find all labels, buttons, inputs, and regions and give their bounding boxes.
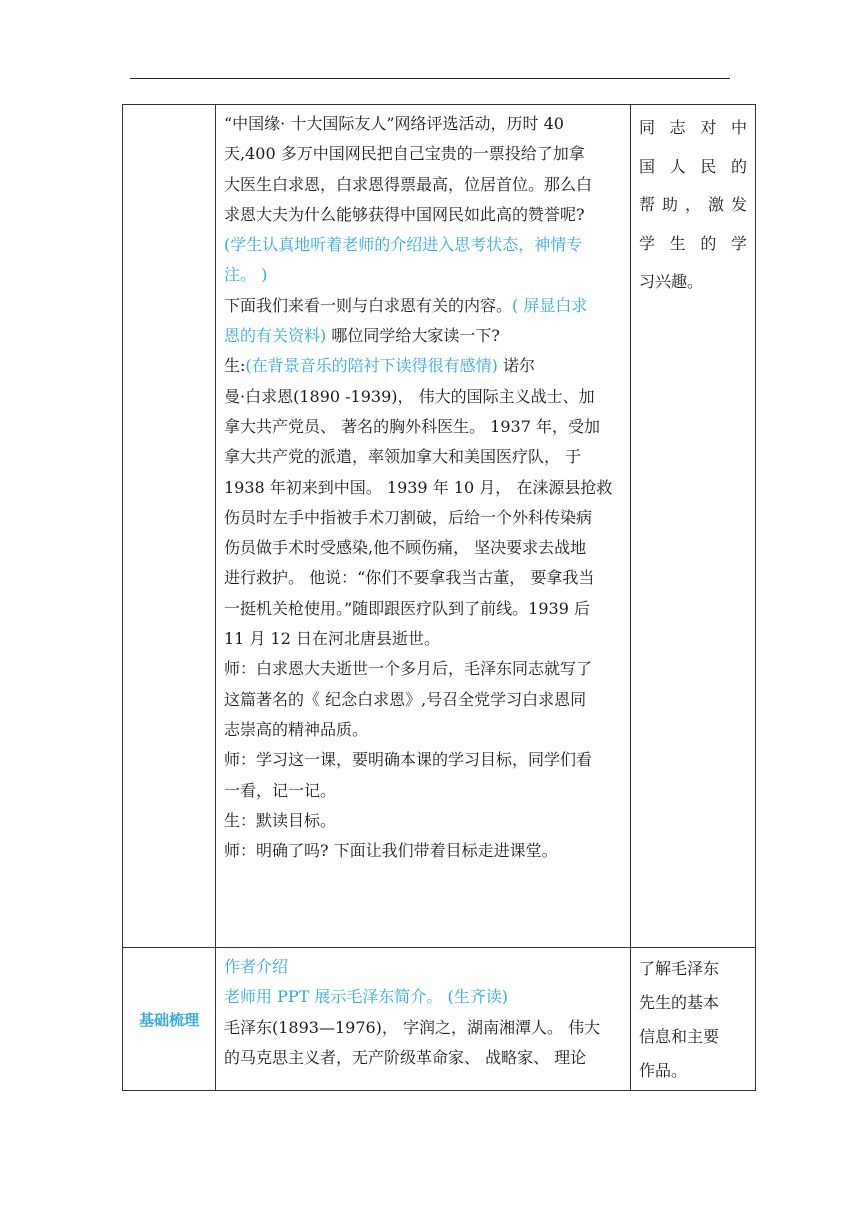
text-line — [224, 1013, 624, 1043]
body-text: 志崇高的精神品质。 — [224, 719, 369, 739]
table-row — [123, 948, 756, 1091]
text-line — [224, 594, 624, 624]
intent-line: 帮助，激发 — [639, 195, 747, 215]
design-intent-cell — [631, 948, 756, 1091]
text-line — [224, 982, 624, 1012]
body-text: 天,400 多万中国网民把自己宝贵的一票投给了加拿 — [224, 144, 585, 164]
body-text: 下面我们来看一则与白求恩有关的内容。 — [224, 295, 513, 315]
text-line — [224, 139, 624, 169]
text-line — [224, 230, 624, 260]
body-text: 曼·白求恩(1890 -1939)， 伟大的国际主义战士、加 — [224, 386, 595, 406]
text-line — [224, 685, 624, 715]
text-line — [224, 382, 624, 412]
intent-line: 先生的基本 — [639, 993, 720, 1012]
teaching-process-text — [216, 105, 630, 868]
body-text: 的马克思主义者，无产阶级革命家、 战略家、 理论 — [224, 1047, 587, 1067]
body-text: 师：学习这一课，要明确本课的学习目标，同学们看 — [224, 750, 593, 770]
intent-line: 习兴趣。 — [639, 272, 704, 292]
body-text: 一看，记一记。 — [224, 780, 337, 800]
text-line — [224, 412, 624, 442]
body-text: 师：明确了吗? 下面让我们带着目标走进课堂。 — [224, 841, 558, 861]
intent-line: 同志对中 — [639, 118, 747, 137]
body-text: 伤员做手术时受感染,他不顾伤痛， 坚决要求去战地 — [224, 538, 587, 558]
intent-line: 了解毛泽东 — [639, 959, 720, 978]
text-line — [224, 745, 624, 775]
lesson-plan-table — [122, 104, 756, 1091]
body-text: 一挺机关枪使用。”随即跟医疗队到了前线。1939 后 — [224, 598, 590, 618]
body-text: 哪位同学给大家读一下? — [326, 326, 500, 346]
text-line — [224, 260, 624, 290]
annotation-text: 注。 ) — [224, 265, 268, 285]
body-text: 1938 年初来到中国。 1939 年 10 月， 在涞源县抢救 — [224, 477, 613, 497]
text-line — [224, 442, 624, 472]
text-line — [224, 806, 624, 836]
body-text: 进行救护。 他说：“你们不要拿我当古董， 要拿我当 — [224, 568, 595, 588]
annotation-text: (学生认真地听着老师的介绍进入思考状态，神情专 — [224, 235, 583, 255]
stage-label: 基础梳理 — [138, 1010, 199, 1029]
text-line — [224, 503, 624, 533]
body-text: 毛泽东(1893—1976)， 字润之，湖南湘潭人。 伟大 — [224, 1017, 601, 1037]
text-line — [224, 170, 624, 200]
body-text: 求恩大夫为什么能够获得中国网民如此高的赞誉呢? — [224, 204, 585, 224]
body-text: 生：默读目标。 — [224, 810, 337, 830]
body-text: 拿大共产党的派遣，率领加拿大和美国医疗队， 于 — [224, 447, 582, 467]
body-text: 这篇著名的《 纪念白求恩》,号召全党学习白求恩同 — [224, 689, 587, 709]
text-line — [224, 351, 624, 381]
text-line — [224, 776, 624, 806]
body-text: 伤员时左手中指被手术刀割破，后给一个外科传染病 — [224, 507, 593, 527]
text-line — [224, 715, 624, 745]
text-line — [224, 473, 624, 503]
text-line — [224, 200, 624, 230]
text-line — [224, 1043, 624, 1073]
body-text: 生: — [224, 356, 246, 376]
annotation-text: (在背景音乐的陪衬下读得很有感情) — [245, 356, 498, 376]
text-line — [224, 654, 624, 684]
text-line — [224, 291, 624, 321]
design-intent-cell — [631, 105, 756, 948]
annotation-text: 老师用 PPT 展示毛泽东简介。 (生齐读) — [224, 987, 508, 1007]
stage-cell — [123, 948, 216, 1091]
annotation-text: 作者介绍 — [224, 957, 289, 976]
annotation-text: ( 屏显白求 — [512, 295, 588, 315]
body-text: “中国缘· 十大国际友人”网络评选活动，历时 40 — [224, 114, 564, 133]
table-row — [123, 105, 756, 948]
content-cell — [216, 105, 631, 948]
text-line — [224, 109, 624, 139]
stage-cell — [123, 105, 216, 948]
body-text: 诺尔 — [497, 356, 535, 376]
annotation-text: 恩的有关资料) — [224, 326, 327, 346]
text-line — [224, 533, 624, 563]
header-rule — [130, 78, 730, 79]
intent-line: 学生的学 — [639, 233, 747, 253]
content-cell — [216, 948, 631, 1091]
teaching-process-text — [216, 948, 630, 1075]
design-intent-text — [631, 948, 755, 1090]
intent-line: 国人民的 — [639, 156, 747, 176]
body-text: 大医生白求恩，白求恩得票最高，位居首位。那么白 — [224, 174, 593, 194]
text-line — [224, 952, 624, 982]
body-text: 拿大共产党员、 著名的胸外科医生。 1937 年，受加 — [224, 416, 600, 436]
intent-line: 信息和主要 — [639, 1027, 720, 1046]
text-line — [224, 321, 624, 351]
intent-line: 作品。 — [639, 1061, 688, 1080]
design-intent-text — [631, 105, 755, 304]
body-text: 师：白求恩大夫逝世一个多月后，毛泽东同志就写了 — [224, 659, 593, 679]
body-text: 11 月 12 日在河北唐县逝世。 — [224, 629, 440, 649]
text-line — [224, 563, 624, 593]
text-line — [224, 836, 624, 866]
text-line — [224, 624, 624, 654]
